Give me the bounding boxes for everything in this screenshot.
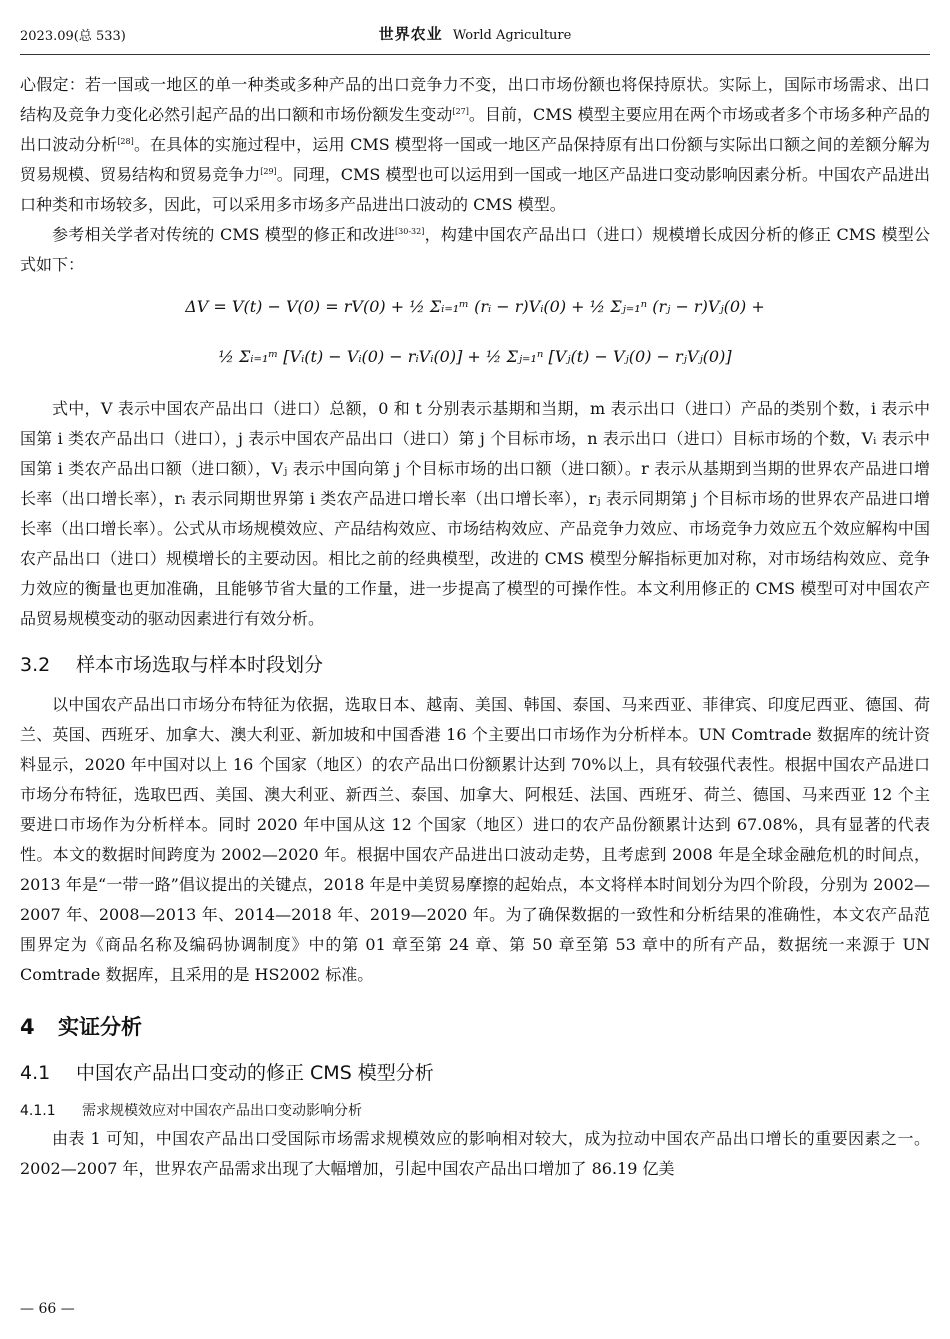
paragraph-5: 由表 1 可知，中国农产品出口受国际市场需求规模效应的影响相对较大，成为拉动中国农产品出口增长的重要因素之一。2002—2007 年，世界农产品需求出现了大幅增加，引起中国农产品出口增加了 86.19 亿美 bbox=[20, 1129, 930, 1178]
journal-title-en: World Agriculture bbox=[452, 28, 572, 43]
journal-title bbox=[20, 23, 930, 44]
p2-text-b: ，构建中国农产品出口（进口）规模增长成因分析的修正 CMS 模型公式如下： bbox=[20, 225, 930, 274]
section-title: 实证分析 bbox=[58, 1015, 142, 1039]
paragraph-2 bbox=[20, 220, 930, 280]
paragraph-1 bbox=[20, 70, 930, 220]
cms-equation bbox=[20, 284, 930, 392]
section-title: 样本市场选取与样本时段划分 bbox=[76, 654, 324, 676]
section-4-1-1-heading bbox=[20, 1098, 930, 1124]
section-number: 4.1.1 bbox=[20, 1103, 56, 1119]
p1-text-b: 。目前，CMS 模型主要应用在两个市场或者多个市场多种产品的出口波动分析 bbox=[20, 105, 930, 154]
p1-text-c: 。在具体的实施过程中，运用 CMS 模型将一国或一地区产品保持原有出口份额与实际出口额之间的差额分解为贸易规模、贸易结构和贸易竞争力 bbox=[20, 135, 930, 184]
section-title: 中国农产品出口变动的修正 CMS 模型分析 bbox=[76, 1062, 434, 1084]
citation-27: [27] bbox=[452, 107, 469, 116]
header-rule bbox=[20, 54, 930, 55]
journal-title-cn: 世界农业 bbox=[378, 25, 443, 43]
running-header bbox=[20, 25, 930, 47]
section-4-heading bbox=[20, 1012, 930, 1042]
issue-number: 2023.09(总 533) bbox=[20, 29, 126, 44]
equation-line-1: ΔV = V(t) − V(0) = rV(0) + ½ Σᵢ₌₁ᵐ (rᵢ − r)Vᵢ(0) + ½ Σⱼ₌₁ⁿ (rⱼ − r)Vⱼ(0) + bbox=[185, 297, 765, 316]
section-3-2-heading bbox=[20, 650, 930, 680]
section-4-1-heading bbox=[20, 1058, 930, 1088]
paragraph-3: 式中，V 表示中国农产品出口（进口）总额，0 和 t 分别表示基期和当期，m 表示出口（进口）产品的类别个数，i 表示中国第 i 类农产品出口（进口），j 表示中国农产品出口（进口）第 j 个目标市场，n 表示出口（进口）目标市场的个数，Vᵢ 表示中国第 i 类农产品出口额（进口额），Vⱼ 表示中国向第 j 个目标市场的出口额（进口额）。r 表示从基期到当期的世界农产品进口增长率（出口增长率），rᵢ 表示同期世界第 i 类农产品进口增长率（出口增长率），rⱼ 表示同期第 j 个目标市场的世界农产品进口增长率（出口增长率）。公式从市场规模效应、产品结构效应、市场结构效应、产品竞争力效应、市场竞争力效应五个效应解构中国农产品出口（进口）规模增长的主要动因。相比之前的经典模型，改进的 CMS 模型分解指标更加对称，对市场结构效应、竞争力效应的衡量也更加准确，且能够节省大量的工作量，进一步提高了模型的可操作性。本文利用修正的 CMS 模型可对中国农产品贸易规模变动的驱动因素进行有效分析。 bbox=[20, 399, 930, 628]
citation-29: [29] bbox=[260, 167, 277, 176]
section-title: 需求规模效应对中国农产品出口变动影响分析 bbox=[82, 1103, 362, 1119]
citation-30-32: [30-32] bbox=[395, 227, 425, 236]
citation-28: [28] bbox=[117, 137, 134, 146]
section-number: 4 bbox=[20, 1015, 35, 1039]
article-body bbox=[20, 70, 930, 1184]
section-number: 3.2 bbox=[20, 654, 51, 676]
page-number: — 66 — bbox=[20, 1301, 75, 1317]
equation-line-2: ½ Σᵢ₌₁ᵐ [Vᵢ(t) − Vᵢ(0) − rᵢVᵢ(0)] + ½ Σⱼ₌₁ⁿ [Vⱼ(t) − Vⱼ(0) − rⱼVⱼ(0)] bbox=[218, 347, 732, 366]
p1-text-d: 。同理，CMS 模型也可以运用到一国或一地区产品进口变动影响因素分析。中国农产品进出口种类和市场较多，因此，可以采用多市场多产品进出口波动的 CMS 模型。 bbox=[20, 165, 930, 214]
p1-text: 心假定：若一国或一地区的单一种类或多种产品的出口竞争力不变，出口市场份额也将保持原状。实际上，国际市场需求、出口结构及竞争力变化必然引起产品的出口额和市场份额发生变动 bbox=[20, 75, 930, 124]
paragraph-4: 以中国农产品出口市场分布特征为依据，选取日本、越南、美国、韩国、泰国、马来西亚、菲律宾、印度尼西亚、德国、荷兰、英国、西班牙、加拿大、澳大利亚、新加坡和中国香港 16 个主要出口市场作为分析样本。UN Comtrade 数据库的统计资料显示，2020 年中国对以上 16 个国家（地区）的农产品出口份额累计达到 70%以上，具有较强代表性。根据中国农产品进口市场分布特征，选取巴西、美国、澳大利亚、新西兰、泰国、加拿大、阿根廷、法国、西班牙、荷兰、德国、马来西亚 12 个主要进口市场作为分析样本。同时 2020 年中国从这 12 个国家（地区）进口的农产品份额累计达到 67.08%，具有显著的代表性。本文的数据时间跨度为 2002—2020 年。根据中国农产品进出口波动走势，且考虑到 2008 年是全球金融危机的时间点，2013 年是“一带一路”倡议提出的关键点，2018 年是中美贸易摩擦的起始点，本文将样本时间划分为四个阶段，分别为 2002—2007 年、2008—2013 年、2014—2018 年、2019—2020 年。为了确保数据的一致性和分析结果的准确性，本文农产品范围界定为《商品名称及编码协调制度》中的第 01 章至第 24 章、第 50 章至第 53 章中的所有产品，数据统一来源于 UN Comtrade 数据库，且采用的是 HS2002 标准。 bbox=[20, 695, 930, 984]
section-number: 4.1 bbox=[20, 1062, 51, 1084]
p2-text: 参考相关学者对传统的 CMS 模型的修正和改进 bbox=[52, 225, 396, 244]
